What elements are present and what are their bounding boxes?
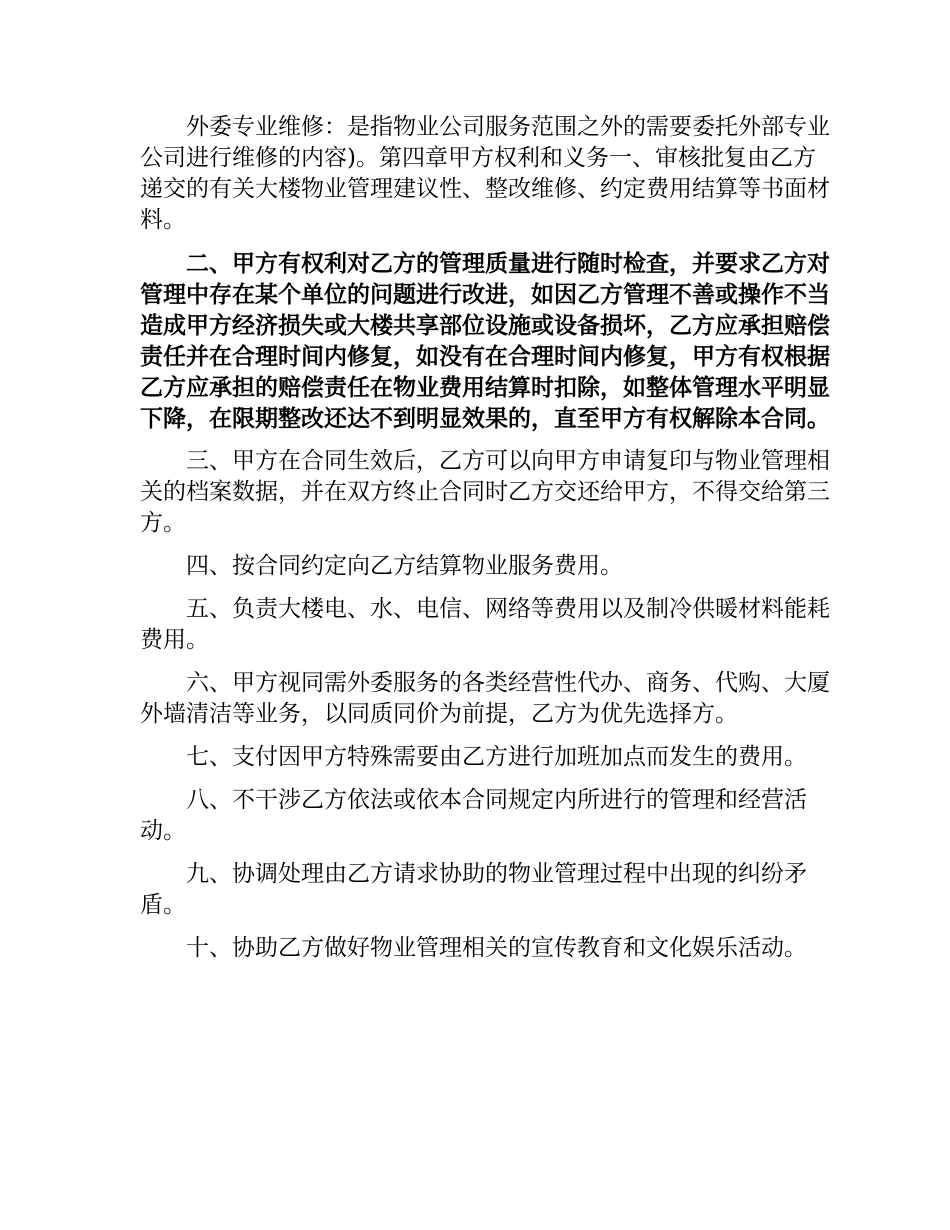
paragraph-clause-5: 五、负责大楼电、水、电信、网络等费用以及制冷供暖材料能耗费用。 [140, 596, 830, 653]
paragraph-clause-2: 二、甲方有权利对乙方的管理质量进行随时检查，并要求乙方对管理中存在某个单位的问题进行改进，如因乙方管理不善或操作不当造成甲方经济损失或大楼共享部位设施或设备损坏，乙方应承担赔偿责任并在合理时间内修复，如没有在合理时间内修复，甲方有权根据乙方应承担的赔偿责任在物业费用结算时扣除，如整体管理水平明显下降，在限期整改还达不到明显效果的，直至甲方有权解除本合同。 [140, 250, 830, 432]
paragraph-outsourced-maintenance: 外委专业维修：是指物业公司服务范围之外的需要委托外部专业公司进行维修的内容)。第四章甲方权利和义务一、审核批复由乙方递交的有关大楼物业管理建议性、整改维修、约定费用结算等书面材料。 [140, 114, 830, 233]
paragraph-clause-3: 三、甲方在合同生效后，乙方可以向甲方申请复印与物业管理相关的档案数据，并在双方终止合同时乙方交还给甲方，不得交给第三方。 [140, 448, 830, 536]
paragraph-clause-9: 九、协调处理由乙方请求协助的物业管理过程中出现的纠纷矛盾。 [140, 861, 807, 918]
paragraph-clause-7: 七、支付因甲方特殊需要由乙方进行加班加点而发生的费用。 [186, 744, 807, 770]
paragraph-clause-10: 十、协助乙方做好物业管理相关的宣传教育和文化娱乐活动。 [186, 935, 807, 961]
document-body [140, 112, 830, 976]
paragraph-clause-4: 四、按合同约定向乙方结算物业服务费用。 [186, 553, 623, 579]
paragraph-clause-6: 六、甲方视同需外委服务的各类经营性代办、商务、代购、大厦外墙清洁等业务，以同质同价为前提，乙方为优先选择方。 [140, 670, 830, 727]
paragraph-clause-8: 八、不干涉乙方依法或依本合同规定内所进行的管理和经营活动。 [140, 787, 807, 844]
